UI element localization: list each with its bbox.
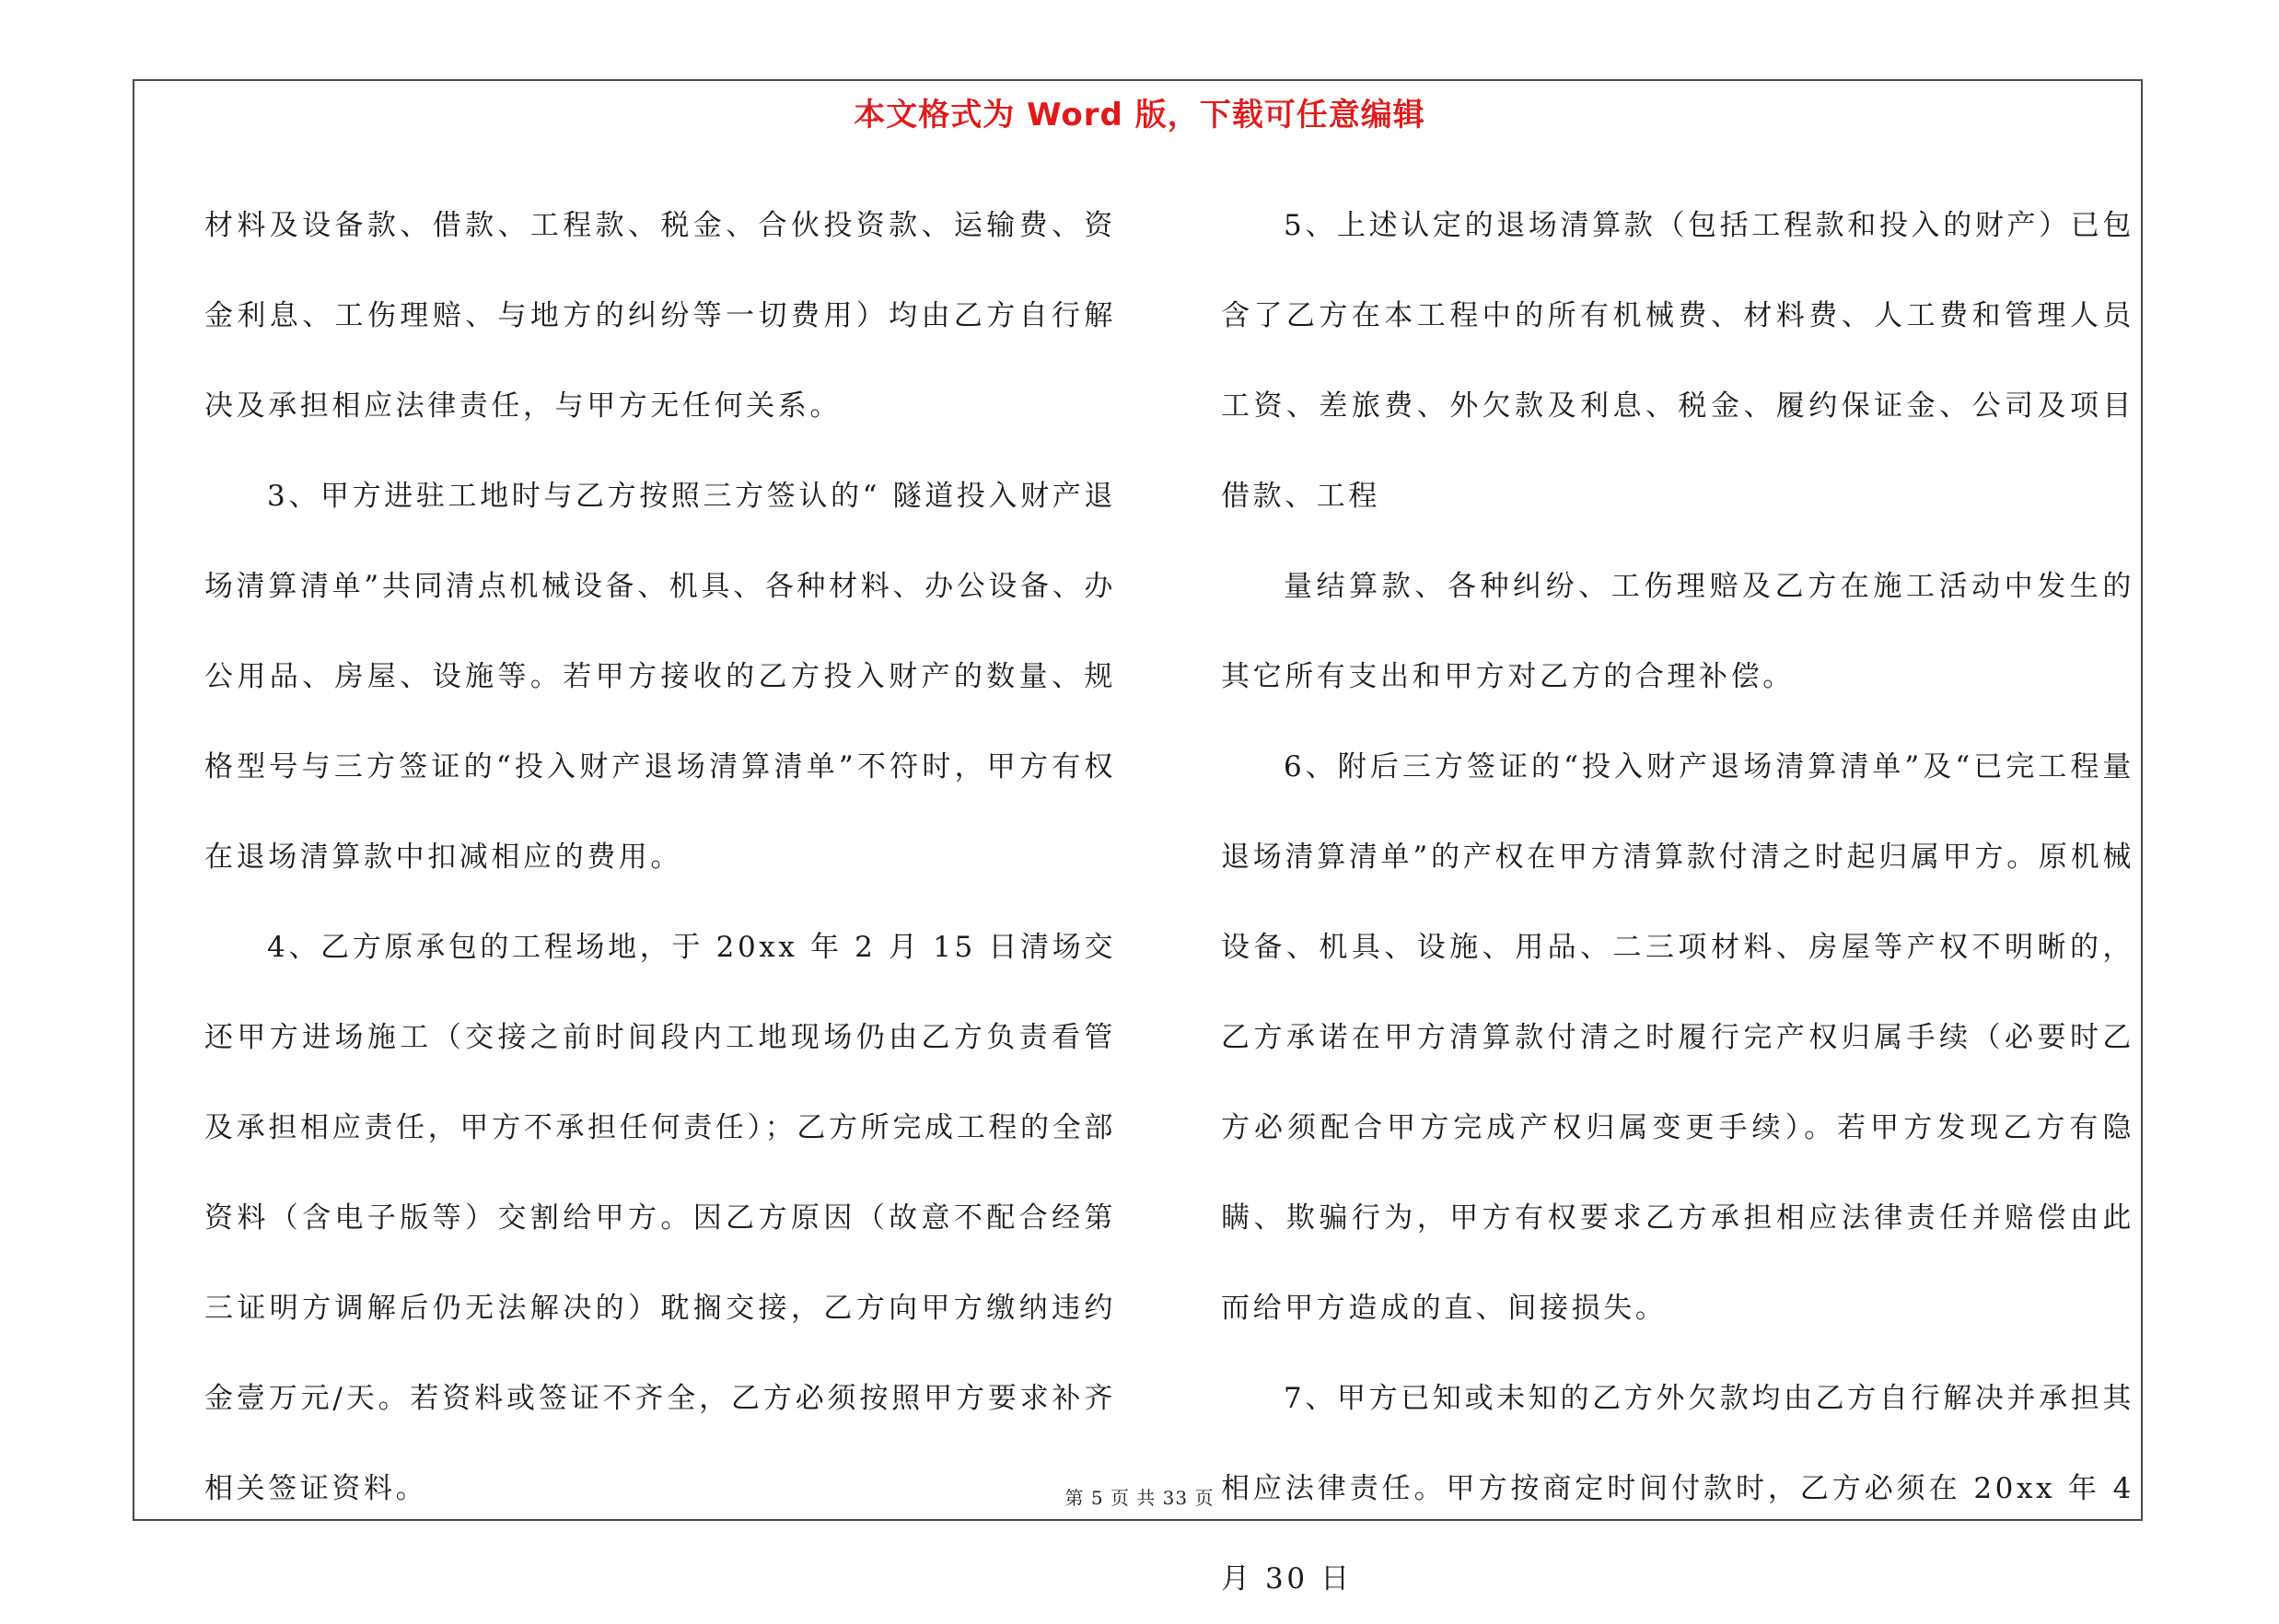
right-column	[1221, 180, 2134, 1624]
left-column	[204, 180, 1116, 1534]
paragraph-left-2: 3、甲方进驻工地时与乙方按照三方签认的“ 隧道投入财产退场清算清单”共同清点机械设备、机具、各种材料、办公设备、办公用品、房屋、设施等。若甲方接收的乙方投入财产的数量、规格型号与三方签证的“投入财产退场清算清单”不符时，甲方有权在退场清算款中扣减相应的费用。	[204, 480, 1116, 874]
paragraph-right-1: 5、上述认定的退场清算款（包括工程款和投入的财产）已包含了乙方在本工程中的所有机械费、材料费、人工费和管理人员工资、差旅费、外欠款及利息、税金、履约保证金、公司及项目借款、工程	[1221, 209, 2134, 513]
paragraph-right-4: 7、甲方已知或未知的乙方外欠款均由乙方自行解决并承担其相应法律责任。甲方按商定时间付款时，乙方必须在 20xx 年 4 月 30 日	[1221, 1382, 2134, 1595]
format-banner: 本文格式为 Word 版，下载可任意编辑	[854, 97, 1425, 133]
paragraph-right-3: 6、附后三方签证的“投入财产退场清算清单”及“已完工程量退场清算清单”的产权在甲方清算款付清之时起归属甲方。原机械设备、机具、设施、用品、二三项材料、房屋等产权不明晰的，乙方承诺在甲方清算款付清之时履行完产权归属手续（必要时乙方必须配合甲方完成产权归属变更手续）。若甲方发现乙方有隐瞒、欺骗行为，甲方有权要求乙方承担相应法律责任并赔偿由此而给甲方造成的直、间接损失。	[1221, 750, 2134, 1325]
paragraph-right-2: 量结算款、各种纠纷、工伤理赔及乙方在施工活动中发生的其它所有支出和甲方对乙方的合理补偿。	[1221, 570, 2134, 693]
paragraph-left-3: 4、乙方原承包的工程场地，于 20xx 年 2 月 15 日清场交还甲方进场施工（交接之前时间段内工地现场仍由乙方负责看管及承担相应责任，甲方不承担任何责任）；乙方所完成工程的全部资料（含电子版等）交割给甲方。因乙方原因（故意不配合经第三证明方调解后仍无法解决的）耽搁交接，乙方向甲方缴纳违约金壹万元/天。若资料或签证不齐全，乙方必须按照甲方要求补齐相关签证资料。	[204, 931, 1116, 1505]
paragraph-left-1: 材料及设备款、借款、工程款、税金、合伙投资款、运输费、资金利息、工伤理赔、与地方的纠纷等一切费用）均由乙方自行解决及承担相应法律责任，与甲方无任何关系。	[204, 209, 1116, 423]
page-number: 第 5 页 共 33 页	[1064, 1487, 1215, 1509]
